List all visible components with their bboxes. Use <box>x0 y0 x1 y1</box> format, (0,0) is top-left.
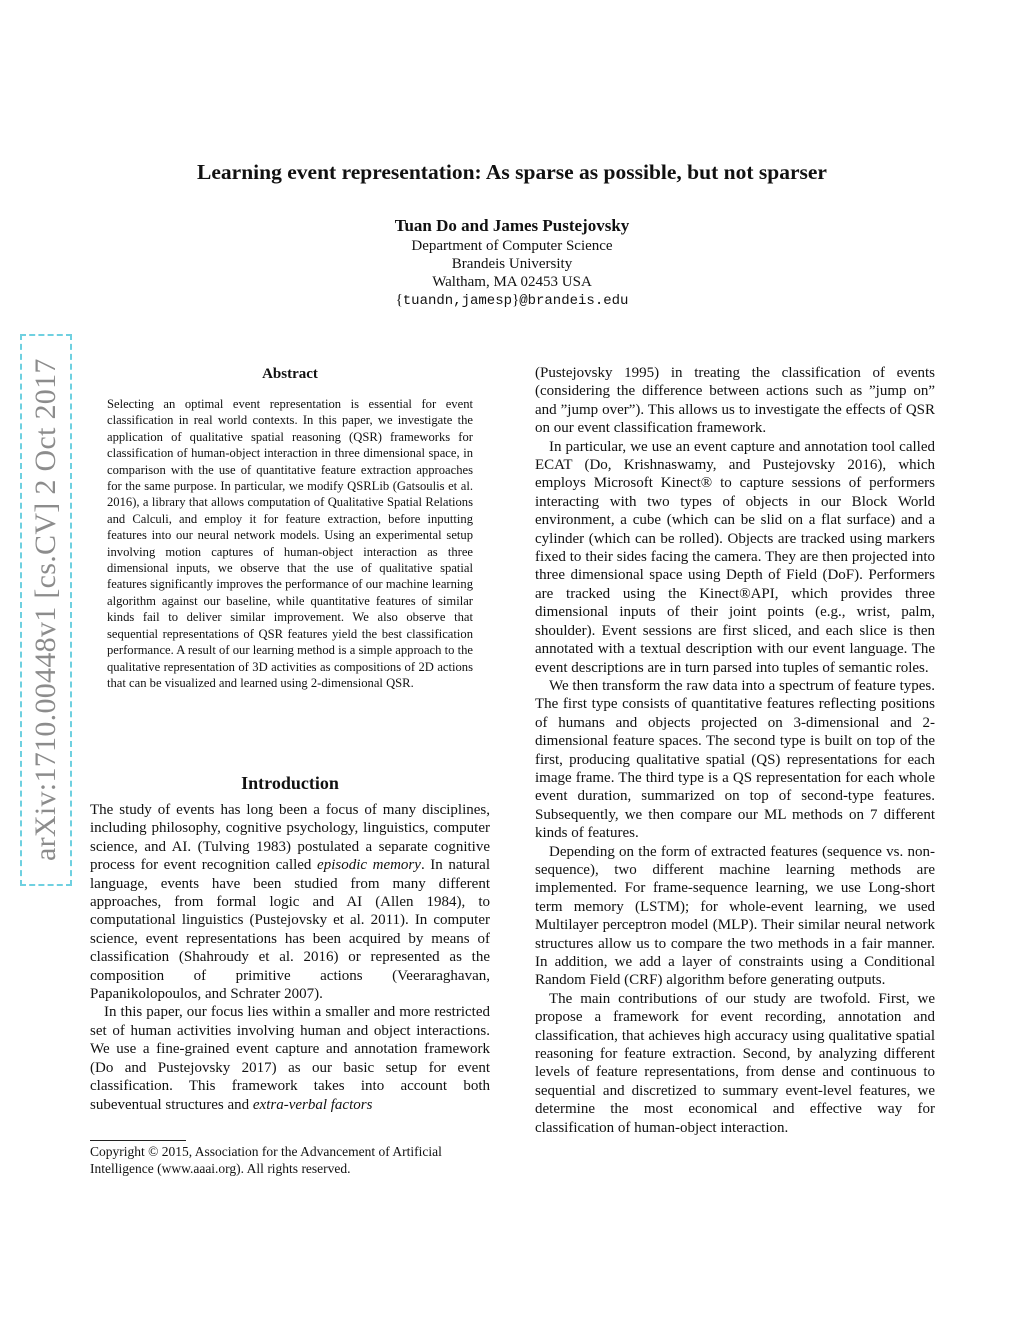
affiliation-department: Department of Computer Science <box>411 238 613 254</box>
email-close-brace: } <box>512 292 520 308</box>
affiliation-university: Brandeis University <box>451 256 573 272</box>
email-open-brace: { <box>395 292 403 308</box>
right-paragraph-2: In particular, we use an event capture and annotation tool called ECAT (Do, Krishnaswamy, and Pustejovsky 2016), which employs Microsoft Kinect® to capture sessions of performers interacting with two types of objects in our Block World environment, a cube (which can be slid on a flat surface) and a cylinder (which can be rolled). Objects are tracked using markers fixed to their sides facing the camera. They are then projected into three dimensional space using Depth of Field (DoF). Performers are tracked using the Kinect®API, which provides three dimensional inputs of their joint points (e.g., wrist, palm, shoulder). Event sessions are first sliced, and each slice is then annotated with a textual description with our event language. The event descriptions are in turn parsed into tuples of semantic roles. <box>535 438 935 676</box>
email-users: tuandn,jamesp <box>402 293 512 309</box>
right-column <box>535 364 935 1137</box>
intro-p1-text-a: The study of events has long been a focus of many disciplines, including philosophy, cognitive psychology, linguistics, computer science, and AI. (Tulving 1983) postulated a separate cognitive process for event recognition called <box>90 802 490 874</box>
introduction-body <box>90 801 490 1114</box>
email-domain: @brandeis.edu <box>519 293 629 309</box>
abstract-text: Selecting an optimal event representation is essential for event classification in real world contexts. In this paper, we investigate the application of qualitative spatial reasoning (QSR) frameworks for classification of human-object interaction in three dimensional space, in comparison with the use of quantitative feature extraction approaches for the same purpose. In particular, we modify QSRLib (Gatsoulis et al. 2016), a library that allows computation of Qualitative Spatial Relations and Calculi, and employ it for feature extraction, before inputting features into our neural network models. Using an experimental setup involving motion captures of human-object interaction as three dimensional inputs, we observe that the use of qualitative spatial features significantly improves the performance of our machine learning algorithm against our baseline, while quantitative features of similar kinds fail to deliver similar improvement. We also observe that sequential representations of QSR features yield the best classification performance. A result of our learning method is a simple approach to the qualitative representation of 3D activities as compositions of 2D actions that can be visualized and learned using 2-dimensional QSR. <box>107 397 473 690</box>
arxiv-stamp-box <box>20 334 72 886</box>
intro-p1-text-b: . In natural language, events have been studied from many different approaches, from formal logic and AI (Allen 1984), to computational linguistics (Pustejovsky et al. 2011). In computer science, event representations has been acquired by means of classification (Shahroudy et al. 2016) or represented as the composition of primitive actions (Veeraraghavan, Papanikolopoulos, and Schrater 2007). <box>90 857 491 1003</box>
intro-p1-emphasis: episodic memory <box>317 857 421 874</box>
arxiv-stamp <box>26 330 66 890</box>
intro-paragraph-1 <box>90 801 490 1003</box>
introduction-heading: Introduction <box>241 773 339 793</box>
right-paragraph-4: Depending on the form of extracted features (sequence vs. non-sequence), two different machine learning methods are implemented. For frame-sequence learning, we use Long-short term memory (LSTM); for whole-event learning, we used Multilayer perceptron model (MLP). Their similar neural network structures allow us to compare the two methods in a fair manner. In addition, we add a layer of constraints using a Conditional Random Field (CRF) algorithm before generating outputs. <box>535 843 935 989</box>
intro-p2-emphasis: extra-verbal factors <box>252 1096 373 1113</box>
copyright-footnote: Copyright © 2015, Association for the Advancement of Artificial Intelligence (www.aaai.org). All rights reserved. <box>90 1144 442 1176</box>
paper-authors: Tuan Do and James Pustejovsky <box>394 216 630 235</box>
footnote-rule <box>90 1140 186 1141</box>
right-paragraph-5: The main contributions of our study are twofold. First, we propose a framework for event recording, annotation and classification, that achieves high accuracy using qualitative spatial reasoning for feature extraction. Second, by analyzing different levels of feature representations, from dense and continuous to sequential and discretized to summary event-level features, we determine the most economical and effective way for classification of human-object interaction. <box>535 990 935 1136</box>
abstract-heading: Abstract <box>262 366 318 382</box>
intro-paragraph-2 <box>90 1003 490 1113</box>
right-paragraph-3: We then transform the raw data into a spectrum of feature types. The first type consists of quantitative features reflecting positions of humans and objects projected on 3-dimensional and 2-dimensional feature spaces. The second type is built on top of the first, producing qualitative spatial (QS) representations for each image frame. The third type is a QS representation for each whole event duration, summarized on top of second-type features. Subsequently, we then compare our ML methods on 7 different kinds of features. <box>535 677 935 842</box>
arxiv-identifier: arXiv:1710.00448v1 [cs.CV] 2 Oct 2017 <box>29 358 62 862</box>
paper-title: Learning event representation: As sparse as possible, but not sparser <box>197 160 827 184</box>
affiliation-address: Waltham, MA 02453 USA <box>432 274 592 290</box>
intro-p2-text-a: In this paper, our focus lies within a smaller and more restricted set of human activities involving human and object interactions. We use a fine-grained event capture and annotation framework (Do and Pustejovsky 2017) as our basic setup for event classification. This framework takes into account both subeventual structures and <box>90 1004 490 1113</box>
author-email <box>0 292 1024 309</box>
right-paragraph-1: (Pustejovsky 1995) in treating the classification of events (considering the difference between actions such as ”jump on” and ”jump over”). This allows us to investigate the effects of QSR on our event classification framework. <box>535 365 935 437</box>
